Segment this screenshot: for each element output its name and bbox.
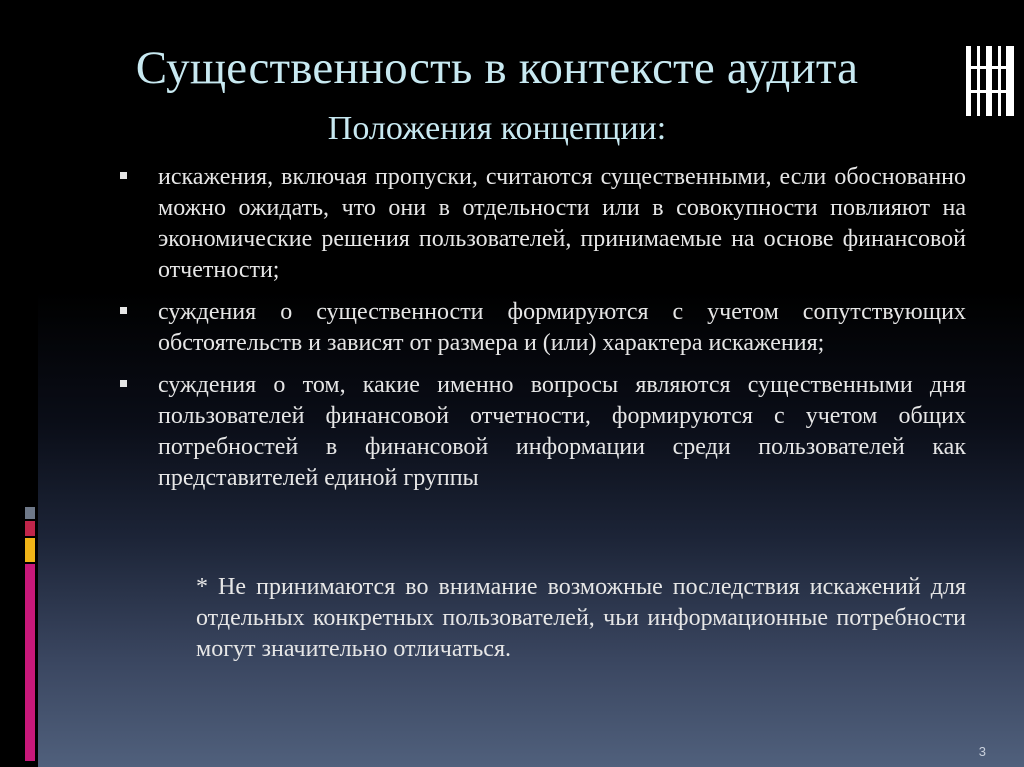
slide-title: Существенность в контексте аудита — [135, 42, 859, 94]
slide-subtitle: Положения концепции: — [327, 110, 667, 147]
grid-lines-icon — [966, 46, 1014, 116]
page-number: 3 — [978, 744, 986, 759]
footnote: * Не принимаются во внимание возможные последствия искажений для отдельных конкретных пользователей, чьи информационные потребности могут значительно отличаться. — [196, 574, 966, 662]
bullet-text: искажения, включая пропуски, считаются существенными, если обоснованно можно ожидать, что они в отдельности или в совокупности повлияют на экономические решения пользователей, принимаемые на основе финансовой отчетности; — [158, 164, 966, 283]
bullet-item — [118, 370, 966, 494]
accent-yellow — [25, 538, 35, 562]
accent-red — [25, 521, 35, 536]
bullet-text: суждения о существенности формируются с учетом сопутствующих обстоятельств и зависят от размера и (или) характера искажения; — [158, 299, 966, 356]
bullet-list — [118, 162, 966, 505]
bullet-item — [118, 162, 966, 286]
bullet-item — [118, 297, 966, 359]
square-bullet-icon — [120, 172, 127, 179]
square-bullet-icon — [120, 380, 127, 387]
accent-gray — [25, 507, 35, 519]
bullet-text: суждения о том, какие именно вопросы являются существенными дня пользователей финансовой отчетности, формируются с учетом общих потребностей в финансовой информации среди пользователей как представителей единой группы — [158, 372, 966, 491]
accent-magenta — [25, 564, 35, 761]
square-bullet-icon — [120, 307, 127, 314]
